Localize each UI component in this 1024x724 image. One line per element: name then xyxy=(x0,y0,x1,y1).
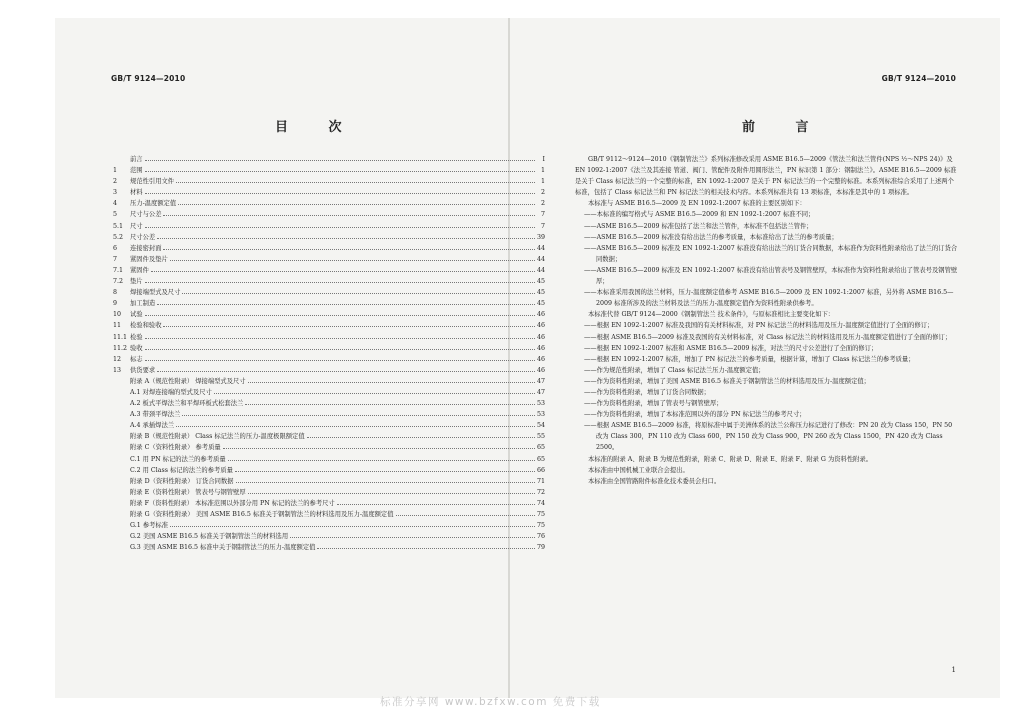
foreword-list-item: ——根据 EN 1092-1:2007 标准和 ASME B16.5—2009 标准，对法兰的尺寸公差进行了全面的修订； xyxy=(584,344,878,352)
toc-entry-label: C.2 用 Class 标记的法兰的参考质量 xyxy=(130,466,233,474)
toc-leader-dots xyxy=(228,460,535,461)
toc-entry[interactable] xyxy=(113,465,545,476)
toc-entry-label: 压力-温度额定值 xyxy=(130,200,177,208)
toc-entry-label: 附录 D（资料性附录） 订货合同数据 xyxy=(130,477,234,485)
toc-entry[interactable] xyxy=(113,387,545,398)
toc-entry-number: 7.1 xyxy=(113,266,124,274)
toc-entry[interactable] xyxy=(113,376,545,387)
toc-entry[interactable] xyxy=(113,476,545,487)
toc-entry-page: 74 xyxy=(536,499,545,507)
toc-entry[interactable] xyxy=(113,509,545,520)
toc-leader-dots xyxy=(337,504,535,505)
toc-entry-page: 45 xyxy=(536,278,545,286)
toc-entry-label: 垫片 xyxy=(130,278,143,286)
foreword-paragraph: 本标准由全国管路附件标准化技术委员会归口。 xyxy=(588,477,721,485)
toc-leader-dots xyxy=(151,271,535,272)
toc-entry[interactable] xyxy=(113,498,545,509)
toc-entry-number: 11.2 xyxy=(113,344,128,352)
toc-entry-label: 前言 xyxy=(130,156,143,163)
toc-leader-dots xyxy=(214,393,535,394)
foreword-list-item: ——ASME B16.5—2009 标准及 EN 1092-1:2007 标准没有给出管表号及钢管壁厚，本标准作为资料性附录给出了管表号及钢管壁厚； xyxy=(584,266,958,286)
toc-leader-dots xyxy=(178,204,535,205)
toc-entry-number: 5 xyxy=(113,211,118,219)
foreword-list-item: ——本标准的编写格式与 ASME B16.5—2009 和 EN 1092-1:2007 标准不同； xyxy=(584,211,815,219)
toc-leader-dots xyxy=(223,448,535,449)
toc-entry[interactable] xyxy=(113,520,545,531)
toc-leader-dots xyxy=(182,293,535,294)
toc-entry-number: 4 xyxy=(113,200,118,208)
toc-entry-page: 44 xyxy=(536,255,545,263)
toc-leader-dots xyxy=(145,171,535,172)
toc-entry-page: 45 xyxy=(536,300,545,308)
foreword-list-item: ——ASME B16.5—2009 标准包括了法兰和法兰管件，本标准不包括法兰管件； xyxy=(584,222,813,230)
foreword-list-item: ——ASME B16.5—2009 标准没有给出法兰的参考质量，本标准给出了法兰的参考质量； xyxy=(584,233,838,241)
toc-leader-dots xyxy=(163,326,535,327)
toc-entry-page: 71 xyxy=(536,477,545,485)
toc-entry[interactable] xyxy=(113,431,545,442)
toc-leader-dots xyxy=(163,249,535,250)
toc-leader-dots xyxy=(145,315,535,316)
toc-entry[interactable] xyxy=(113,442,545,453)
toc-entry[interactable] xyxy=(113,187,545,198)
toc-entry-label: 附录 F（资料性附录） 本标准范围以外部分用 PN 标记的法兰的参考尺寸 xyxy=(130,499,335,507)
toc-entry[interactable] xyxy=(113,254,545,265)
toc-leader-dots xyxy=(248,493,535,494)
toc-leader-dots xyxy=(290,537,535,538)
toc-entry-number: 5.1 xyxy=(113,222,124,230)
toc-entry[interactable] xyxy=(113,343,545,354)
toc-entry[interactable] xyxy=(113,298,545,309)
toc-entry-label: 尺寸 xyxy=(130,222,143,230)
toc-leader-dots xyxy=(157,304,535,305)
toc-entry[interactable] xyxy=(113,165,545,176)
toc-leader-dots xyxy=(157,238,535,239)
toc-entry[interactable] xyxy=(113,265,545,276)
foreword-list-item: ——根据 ASME B16.5—2009 标准及我国的有关材料标准，对 Class 标记法兰的材料选用及压力-温度额定值进行了全面的修订； xyxy=(584,333,952,341)
toc-entry-number: 3 xyxy=(113,189,118,197)
toc-entry-page: 2 xyxy=(540,200,545,208)
toc-entry-number: 7.2 xyxy=(113,278,124,286)
toc-entry[interactable] xyxy=(113,221,545,232)
toc-entry-number: 7 xyxy=(113,255,118,263)
toc-entry[interactable] xyxy=(113,409,545,420)
toc-entry-label: C.1 用 PN 标记的法兰的参考质量 xyxy=(130,455,226,463)
toc-leader-dots xyxy=(236,482,535,483)
toc-entry-label: G.3 美国 ASME B16.5 标准中关于钢制管法兰的压力-温度额定值 xyxy=(130,544,316,552)
toc-leader-dots xyxy=(248,382,535,383)
toc-entry-page: 65 xyxy=(536,444,545,452)
toc-leader-dots xyxy=(170,526,535,527)
toc-entry-label: 加工制造 xyxy=(130,300,156,308)
toc-entry-label: A.2 板式平焊法兰和平焊环板式松套法兰 xyxy=(130,400,244,408)
toc-entry-label: 紧固件及垫片 xyxy=(130,255,168,263)
toc-entry-page: 46 xyxy=(536,355,545,363)
foreword-list-item: ——根据 EN 1092-1:2007 标准及我国的有关材料标准，对 PN 标记法兰的材料选用及压力-温度额定值进行了全面的修订； xyxy=(584,322,934,330)
foreword-list-item: ——ASME B16.5—2009 标准及 EN 1092-1:2007 标准没有给出法兰的订货合同数据，本标准作为资料性附录给出了法兰的订货合同数据； xyxy=(584,244,958,263)
toc-entry-number: 12 xyxy=(113,355,122,363)
toc-entry[interactable] xyxy=(113,209,545,220)
toc-entry-label: A.4 承插焊法兰 xyxy=(130,422,175,430)
toc-entry-page: 47 xyxy=(536,377,545,385)
toc-entry-label: 尺寸与公差 xyxy=(130,211,162,219)
toc-leader-dots xyxy=(145,349,535,350)
toc-entry-label: 紧固件 xyxy=(130,266,149,274)
toc-entry-page: 39 xyxy=(536,233,545,241)
table-of-contents xyxy=(113,154,545,553)
toc-entry-page: 75 xyxy=(536,511,545,518)
toc-leader-dots xyxy=(145,227,535,228)
foreword-paragraph: 本标准由中国机械工业联合会提出。 xyxy=(588,466,689,474)
toc-entry-number: 13 xyxy=(113,366,122,374)
toc-entry[interactable] xyxy=(113,287,545,298)
toc-entry-label: 规范性引用文件 xyxy=(130,178,175,186)
toc-entry[interactable] xyxy=(113,198,545,209)
toc-leader-dots xyxy=(176,182,535,183)
toc-entry[interactable] xyxy=(113,398,545,409)
toc-entry-number: 9 xyxy=(113,300,118,308)
foreword-paragraph: 本标准与 ASME B16.5—2009 及 EN 1092-1:2007 标准的主要区别如下： xyxy=(588,200,806,208)
toc-entry-number: 10 xyxy=(113,311,122,319)
toc-entry[interactable] xyxy=(113,542,545,553)
standard-code: GB/T 9124—2010 xyxy=(111,74,186,83)
toc-entry-number: 11 xyxy=(113,322,122,330)
toc-entry-page: 44 xyxy=(536,266,545,274)
toc-entry-page: 53 xyxy=(536,411,545,419)
toc-entry-label: 材料 xyxy=(130,189,143,197)
toc-entry-page: 54 xyxy=(536,422,545,430)
toc-entry-label: A.3 带颈平焊法兰 xyxy=(130,411,181,419)
toc-entry-page: 75 xyxy=(536,522,545,530)
toc-entry-label: 焊接端型式及尺寸 xyxy=(130,289,181,297)
toc-leader-dots xyxy=(145,160,535,161)
toc-entry-label: 验收 xyxy=(130,344,143,352)
toc-leader-dots xyxy=(245,404,535,405)
foreword-page xyxy=(510,18,1000,698)
toc-entry-number: 11.1 xyxy=(113,333,128,341)
foreword-list-item: ——作为资料性附录，增加了本标准范围以外的部分 PN 标记法兰的参考尺寸； xyxy=(584,411,806,419)
toc-entry-page: 79 xyxy=(536,544,545,552)
foreword-paragraph: 本标准代替 GB/T 9124—2000《钢制管法兰 技术条件》，与原标准相比主要变化如下： xyxy=(588,311,835,319)
foreword-body xyxy=(575,154,960,487)
toc-entry[interactable] xyxy=(113,154,545,165)
foreword-list-item: ——作为资料性附录，增加了管表号与钢管壁厚； xyxy=(584,400,723,408)
foreword-list-item: ——根据 ASME B16.5—2009 标准，将原标准中属于美洲体系的法兰公称压力标记进行了修改：PN 20 改为 Class 150，PN 50 改为 Class 300，PN 110 改为 Class 600，PN 150 改为 Class 900，PN 260 改为 Class 1500，PN 420 改为 Class 2500。 xyxy=(584,422,953,452)
toc-entry[interactable] xyxy=(113,354,545,365)
toc-entry-label: 检验和验收 xyxy=(130,322,162,330)
toc-entry[interactable] xyxy=(113,232,545,243)
toc-leader-dots xyxy=(317,548,535,549)
toc-entry-page: 76 xyxy=(536,533,545,541)
toc-entry-label: G.1 参考标准 xyxy=(130,522,169,530)
toc-entry-page: 1 xyxy=(540,167,545,175)
toc-entry-page: 72 xyxy=(536,488,545,496)
toc-entry-page: 46 xyxy=(536,366,545,374)
standard-code: GB/T 9124—2010 xyxy=(881,74,956,83)
page-title: 目 次 xyxy=(275,120,360,135)
foreword-paragraph: 本标准的附录 A、附录 B 为规范性附录，附录 C、附录 D、附录 E、附录 F、附录 G 为资料性附录。 xyxy=(588,455,873,463)
toc-entry-page: 45 xyxy=(536,289,545,297)
toc-entry-label: 附录 C（资料性附录） 参考质量 xyxy=(130,444,221,452)
toc-entry-label: 尺寸公差 xyxy=(130,233,156,241)
toc-entry-page: 47 xyxy=(536,388,545,396)
toc-leader-dots xyxy=(163,215,535,216)
toc-leader-dots xyxy=(145,338,535,339)
toc-entry[interactable] xyxy=(113,243,545,254)
toc-entry-number: 8 xyxy=(113,289,118,297)
toc-leader-dots xyxy=(170,260,535,261)
foreword-list-item: ——作为资料性附录，增加了订货合同数据； xyxy=(584,388,710,396)
toc-entry-page: 53 xyxy=(536,400,545,408)
page-title: 前 言 xyxy=(742,120,827,135)
toc-entry[interactable] xyxy=(113,487,545,498)
watermark-footer: 标准分享网 www.bzfxw.com 免费下载 xyxy=(380,696,601,708)
toc-entry[interactable] xyxy=(113,420,545,431)
toc-entry-page: 46 xyxy=(536,344,545,352)
toc-entry[interactable] xyxy=(113,332,545,343)
toc-entry-number: 6 xyxy=(113,244,118,252)
toc-entry-page: 7 xyxy=(540,211,545,219)
toc-entry[interactable] xyxy=(113,320,545,331)
toc-entry-label: 试验 xyxy=(130,311,143,319)
foreword-list-item: ——本标准采用我国的法兰材料，压力-温度额定值参考 ASME B16.5—2009 及 EN 1092-1:2007 标准，另外将 ASME B16.5—2009 标准所涉及的法兰材料及法兰的压力-温度额定值作为资料性附录供参考。 xyxy=(584,289,954,308)
toc-entry-page: 55 xyxy=(536,433,545,441)
toc-leader-dots xyxy=(145,282,535,283)
toc-entry-label: 检验 xyxy=(130,333,143,341)
toc-entry-label: G.2 美国 ASME B16.5 标准关于钢制管法兰的材料选用 xyxy=(130,533,289,541)
toc-entry-label: 附录 E（资料性附录） 管表号与钢管壁厚 xyxy=(130,488,246,496)
toc-entry-label: 连接密封面 xyxy=(130,244,162,252)
toc-entry-label: 供货要求 xyxy=(130,366,156,374)
toc-entry[interactable] xyxy=(113,531,545,542)
toc-leader-dots xyxy=(145,360,535,361)
toc-entry-page: Ⅰ xyxy=(542,156,545,163)
toc-entry-number: 5.2 xyxy=(113,233,124,241)
toc-entry[interactable] xyxy=(113,365,545,376)
toc-entry-page: 7 xyxy=(540,222,545,230)
foreword-list-item: ——根据 EN 1092-1:2007 标准，增加了 PN 标记法兰的参考质量，根据计算，增加了 Class 标记法兰的参考质量； xyxy=(584,355,915,363)
toc-leader-dots xyxy=(182,415,535,416)
toc-entry-page: 46 xyxy=(536,311,545,319)
toc-entry-label: 附录 A（规范性附录） 焊接端型式及尺寸 xyxy=(130,377,246,385)
toc-entry-page: 46 xyxy=(536,333,545,341)
toc-leader-dots xyxy=(235,471,535,472)
foreword-list-item: ——作为规范性附录，增加了 Class 标记法兰压力-温度额定值； xyxy=(584,366,765,374)
toc-entry-page: 2 xyxy=(540,189,545,197)
toc-entry-page: 66 xyxy=(536,466,545,474)
toc-leader-dots xyxy=(157,371,535,372)
toc-entry-page: 44 xyxy=(536,244,545,252)
toc-leader-dots xyxy=(176,426,535,427)
toc-entry-label: 标志 xyxy=(130,355,143,363)
toc-entry-page: 1 xyxy=(540,178,545,186)
toc-entry-number: 2 xyxy=(113,178,118,186)
toc-entry-label: 附录 G（资料性附录） 美国 ASME B16.5 标准关于钢制管法兰的材料选用及压力-温度额定值 xyxy=(130,511,394,518)
toc-entry[interactable] xyxy=(113,309,545,320)
toc-entry[interactable] xyxy=(113,276,545,287)
toc-entry-number: 1 xyxy=(113,167,118,175)
toc-entry-page: 65 xyxy=(536,455,545,463)
toc-leader-dots xyxy=(307,437,535,438)
foreword-paragraph: GB/T 9112～9124—2010《钢制管法兰》系列标准修改采用 ASME B16.5—2009《管法兰和法兰管件(NPS ½～NPS 24)》及 EN 1092-1:2007《法兰及其连接 管道、阀门、管配件及附件用圆形法兰，PN 标识第 1 部分：钢制法兰》。ASME B16.5—2009 标准是关于 Class 标记法兰的一个完整的标准，EN 1092-1:2007 是关于 PN 标记法兰的一个完整的标准。本系列标准综合采用了上述两个标准，包括了 Class 标记法兰和 PN 标记法兰的相关技术内容。本系列标准共有 13 项标准，本标准是其中的 1 项标准。 xyxy=(575,156,957,197)
toc-entry[interactable] xyxy=(113,454,545,465)
toc-entry[interactable] xyxy=(113,176,545,187)
toc-entry-label: 附录 B（规范性附录） Class 标记法兰的压力-温度极限额定值 xyxy=(130,433,305,441)
toc-leader-dots xyxy=(145,193,535,194)
toc-entry-label: 范围 xyxy=(130,167,143,175)
toc-page xyxy=(55,18,545,698)
toc-entry-label: A.1 对焊连接端的型式及尺寸 xyxy=(130,388,212,396)
toc-entry-page: 46 xyxy=(536,322,545,330)
page-number: 1 xyxy=(951,666,956,674)
foreword-list-item: ——作为资料性附录，增加了美国 ASME B16.5 标准关于钢制管法兰的材料选用及压力-温度额定值； xyxy=(584,377,870,385)
